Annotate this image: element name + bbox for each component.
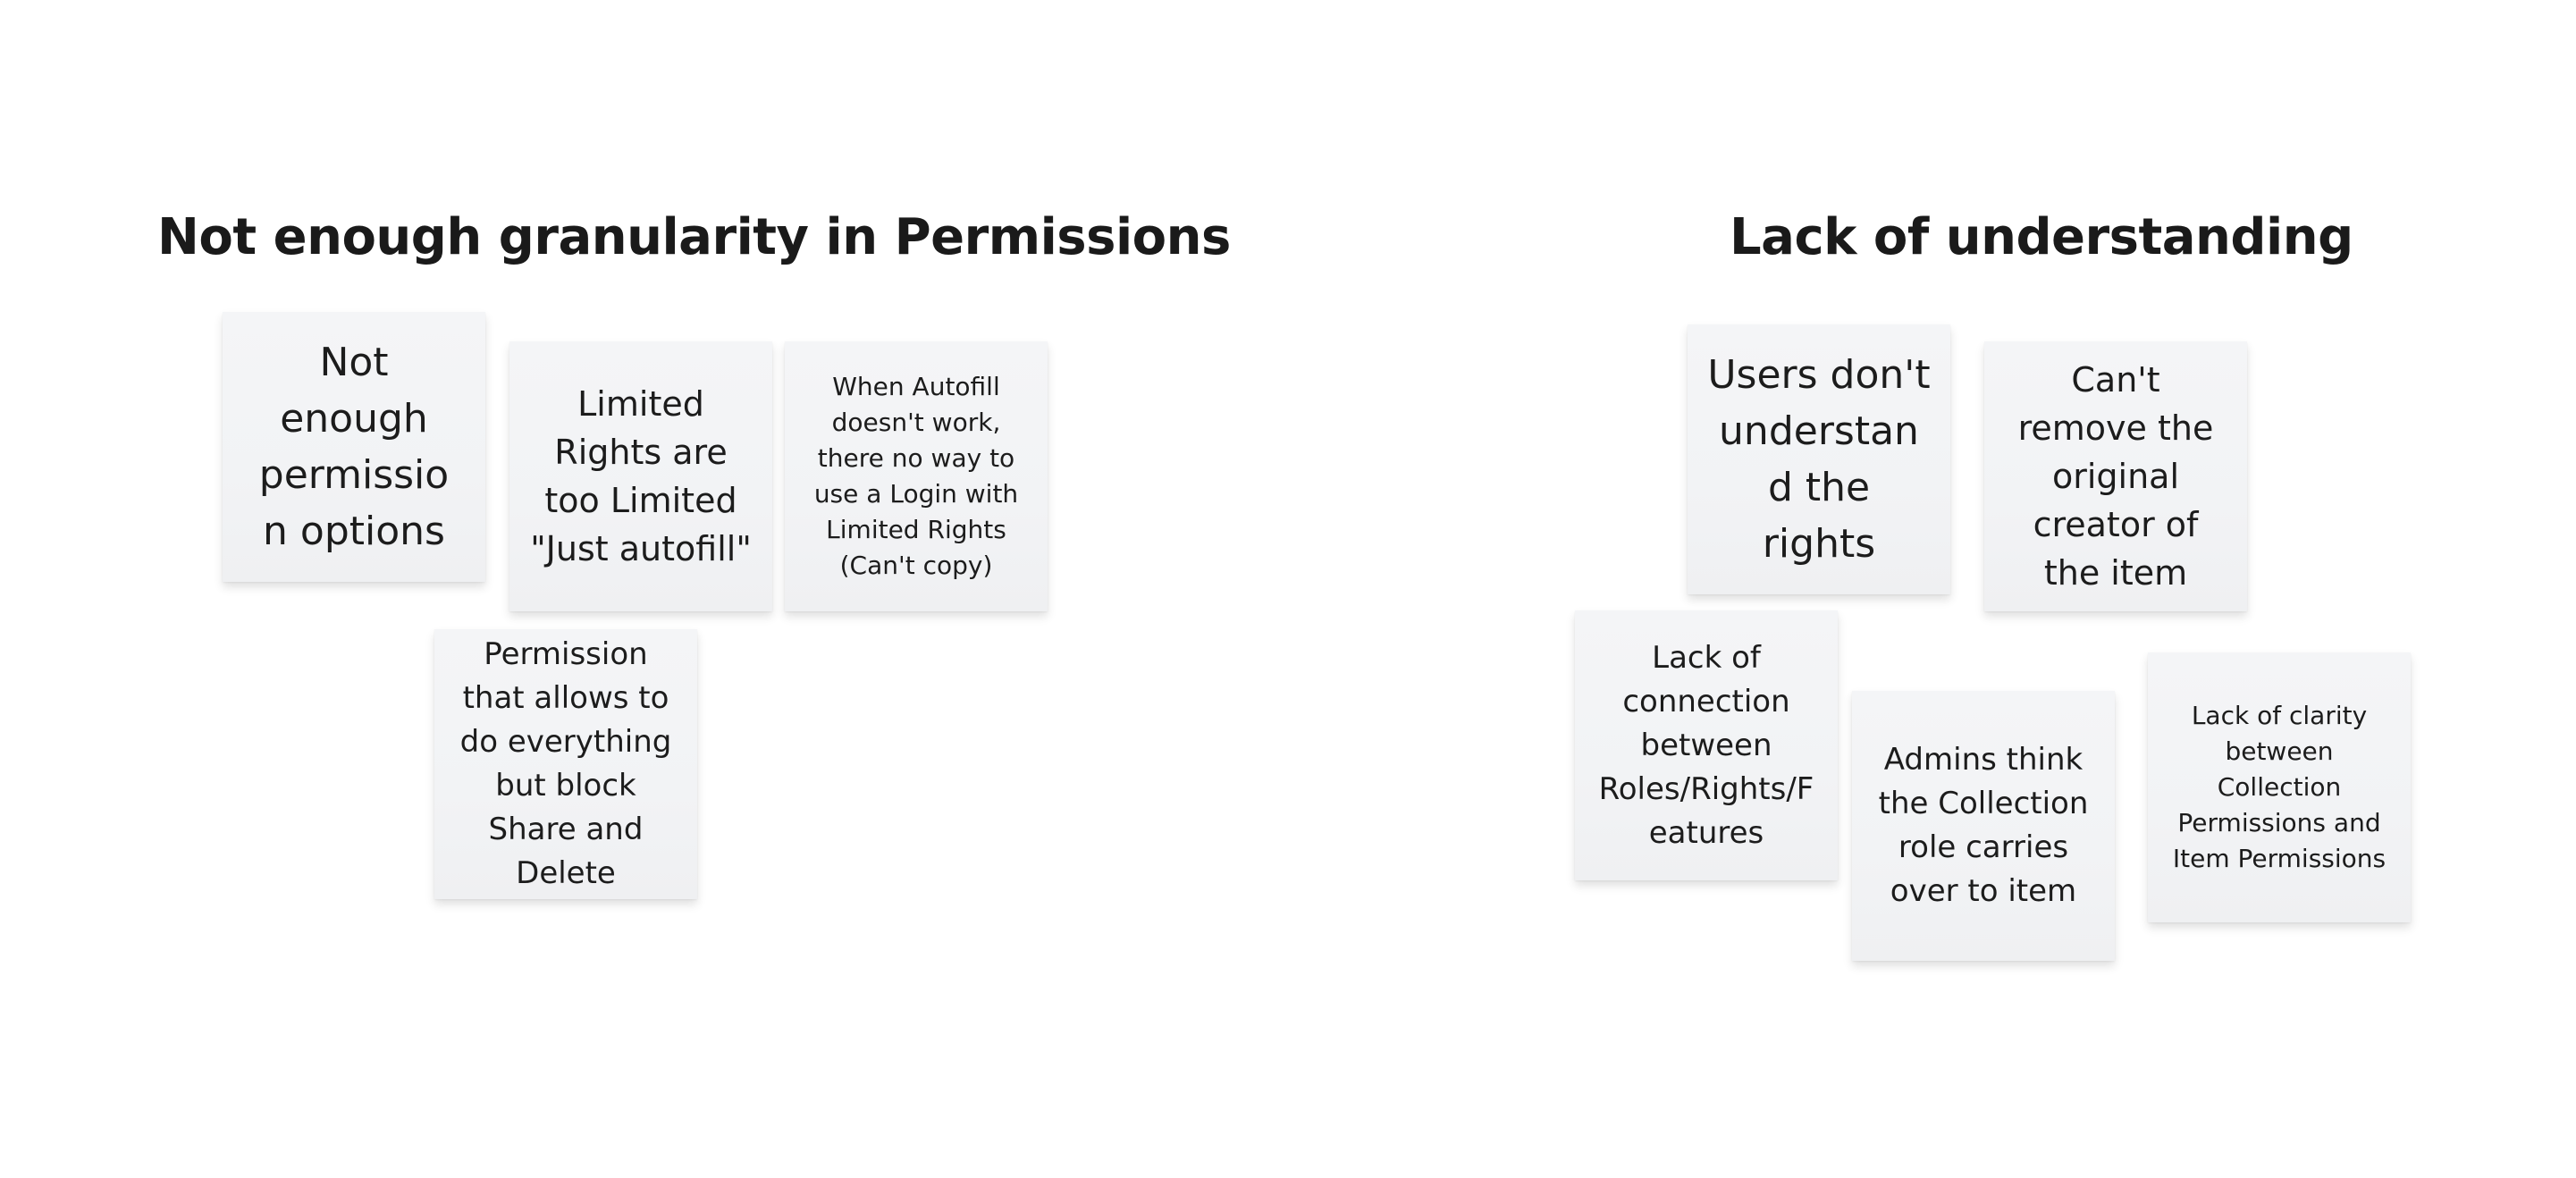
sticky-note-text: Permission that allows to do everything but block Share and Delete <box>459 636 672 891</box>
sticky-note-text: Lack of clarity between Collection Permissions and Item Permissions <box>2172 701 2387 873</box>
sticky-note-text: Limited Rights are too Limited "Just autofill" <box>530 384 752 568</box>
sticky-note-text: Lack of connection between Roles/Rights/Features <box>1598 639 1814 851</box>
sticky-note[interactable] <box>1688 324 1950 594</box>
sticky-note-text: When Autofill doesn't work, there no way to use a Login with Limited Rights (Can't copy) <box>813 372 1019 580</box>
sticky-note[interactable] <box>1575 610 1838 880</box>
sticky-note-text: Can't remove the original creator of the item <box>2017 360 2214 593</box>
cluster-title-lack-of-understanding[interactable]: Lack of understanding <box>1730 208 2353 266</box>
sticky-note[interactable] <box>434 629 697 899</box>
sticky-note[interactable] <box>2148 652 2411 922</box>
cluster-title-permissions-granularity[interactable]: Not enough granularity in Permissions <box>157 208 1231 266</box>
sticky-note[interactable] <box>223 312 485 582</box>
sticky-note-text: Users don't understand the rights <box>1707 352 1931 567</box>
sticky-note[interactable] <box>1984 341 2247 611</box>
sticky-note[interactable] <box>1852 691 2115 961</box>
sticky-note-text: Admins think the Collection role carries over to item <box>1878 742 2089 909</box>
sticky-note[interactable] <box>509 341 772 611</box>
sticky-note[interactable] <box>785 341 1048 611</box>
sticky-note-text: Not enough permission options <box>258 340 450 554</box>
